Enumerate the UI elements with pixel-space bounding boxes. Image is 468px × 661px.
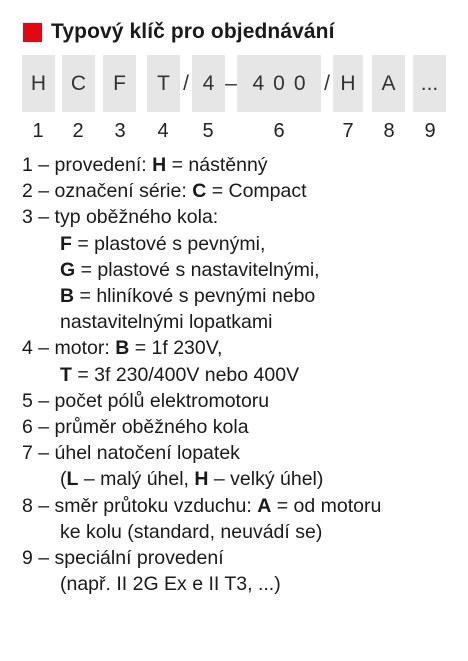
code-separator: – (225, 71, 237, 95)
code-cell-6: 400 (237, 55, 321, 112)
list-item: 3 – typ oběžného kola: (22, 206, 219, 229)
list-subitem: (např. II 2G Ex e II T3, ...) (60, 573, 281, 596)
list-subitem: F = plastové s pevnými, (60, 232, 266, 255)
position-number: 5 (202, 120, 214, 142)
code-cell-4: T (147, 55, 180, 112)
code-cell-1: H (22, 55, 55, 112)
code-separator: / (183, 71, 189, 95)
position-number: 3 (114, 120, 126, 142)
position-number: 6 (273, 120, 285, 142)
position-number: 1 (32, 120, 44, 142)
list-item: 5 – počet pólů elektromotoru (22, 389, 270, 412)
code-cell-5: 4 (192, 55, 225, 112)
list-subitem: (L – malý úhel, H – velký úhel) (60, 468, 324, 491)
code-cell-7: H (333, 55, 363, 112)
code-cell-8: A (372, 55, 405, 112)
list-item: 8 – směr průtoku vzduchu: A = od motoru (22, 494, 382, 517)
red-square-icon (23, 23, 42, 42)
position-number: 2 (72, 120, 84, 142)
position-number: 7 (342, 120, 354, 142)
code-cell-9: ... (413, 55, 446, 112)
list-subitem: ke kolu (standard, neuvádí se) (60, 520, 323, 543)
section-title: Typový klíč pro objednávání (51, 20, 335, 43)
list-item: 9 – speciální provedení (22, 547, 224, 570)
list-subitem: T = 3f 230/400V nebo 400V (60, 363, 300, 386)
code-separator: / (324, 71, 330, 95)
list-item: 6 – průměr oběžného kola (22, 416, 249, 439)
list-item: 7 – úhel natočení lopatek (22, 442, 240, 465)
list-subitem: G = plastové s nastavitelnými, (60, 258, 320, 281)
position-number: 8 (383, 120, 395, 142)
code-description-list (22, 152, 462, 597)
list-item: 4 – motor: B = 1f 230V, (22, 337, 223, 360)
position-number: 9 (424, 120, 436, 142)
list-subitem: B = hliníkové s pevnými nebo (60, 285, 316, 308)
list-item: 1 – provedení: H = nástěnný (22, 154, 268, 176)
type-code-row (0, 55, 468, 112)
list-subitem: nastavitelnými lopatkami (60, 311, 273, 334)
code-cell-2: C (62, 55, 95, 112)
list-item: 2 – označení série: C = Compact (22, 180, 307, 203)
code-cell-3: F (103, 55, 136, 112)
section-header (23, 17, 335, 47)
position-number: 4 (157, 120, 169, 142)
position-numbers (0, 120, 468, 144)
